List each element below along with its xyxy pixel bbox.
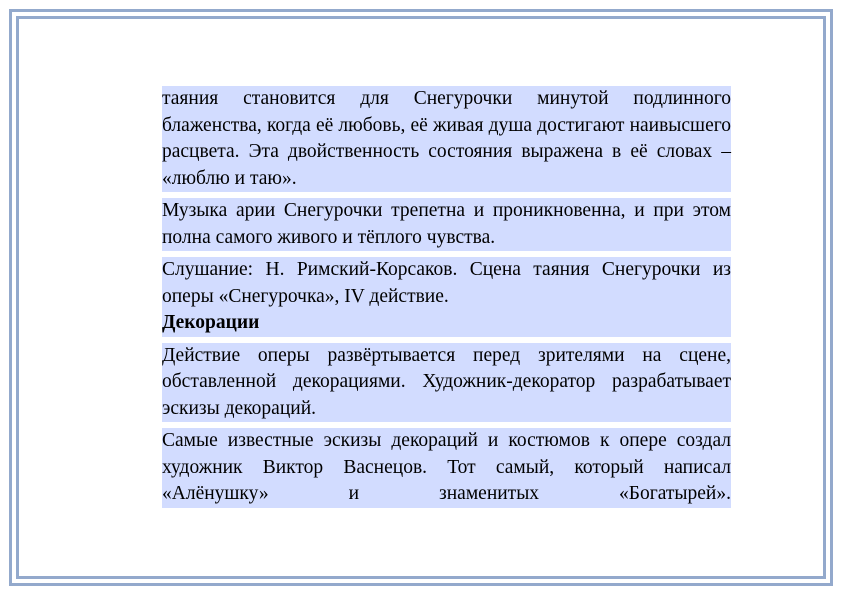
- slide-text-block: [162, 86, 731, 508]
- paragraph-listening: Слушание: Н. Римский-Корсаков. Сцена таяния Снегурочки из оперы «Снегурочка», IV действие.: [162, 257, 731, 310]
- section-heading-decorations: Декорации: [162, 310, 731, 337]
- paragraph-aria-music: Музыка арии Снегурочки трепетна и проникновенна, и при этом полна самого живого и тёплого чувства.: [162, 198, 731, 251]
- paragraph-vasnetsov: Самые известные эскизы декораций и костюмов к опере создал художник Виктор Васнецов. Тот самый, который написал «Алёнушку» и знаменитых «Богатырей».: [162, 428, 731, 508]
- paragraph-melting: таяния становится для Снегурочки минутой подлинного блаженства, когда её любовь, её живая душа достигают наивысшего расцвета. Эта двойственность состояния выражена в её словах – «люблю и таю».: [162, 86, 731, 192]
- paragraph-stage-decorations: Действие оперы развёртывается перед зрителями на сцене, обставленной декорациями. Художник-декоратор разрабатывает эскизы декораций.: [162, 343, 731, 423]
